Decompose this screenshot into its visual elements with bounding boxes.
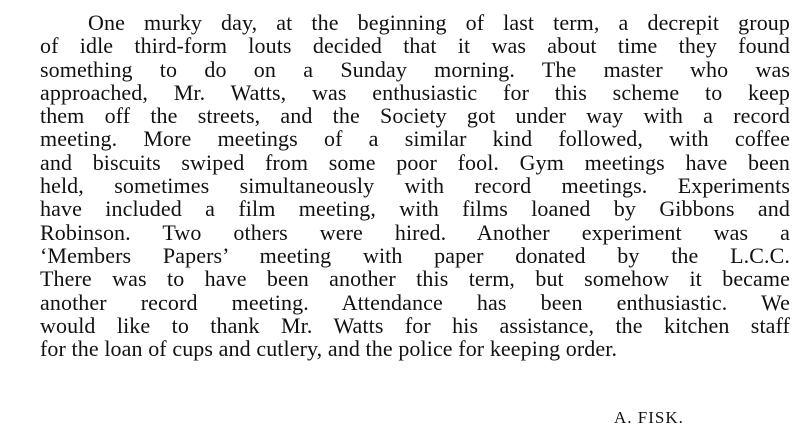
- paragraph-line: ‘Members Papers’ meeting with paper donated by the L.C.C.: [40, 242, 790, 268]
- paragraph-line: have included a film meeting, with films loaned by Gibbons and: [40, 196, 790, 222]
- paragraph-line: held, sometimes simultaneously with record meetings. Experiments: [40, 173, 790, 199]
- paragraph-line: them off the streets, and the Society got under way with a record: [40, 103, 790, 129]
- paragraph-line: meeting. More meetings of a similar kind followed, with coffee: [40, 126, 790, 152]
- paragraph-line: Robinson. Two others were hired. Another experiment was a: [40, 219, 790, 245]
- paragraph-line: There was to have been another this term, but somehow it became: [40, 266, 790, 292]
- paragraph-line: of idle third-form louts decided that it was about time they found: [40, 33, 790, 59]
- paragraph-line: would like to thank Mr. Watts for his assistance, the kitchen staff: [40, 312, 790, 338]
- paragraph-line: approached, Mr. Watts, was enthusiastic for this scheme to keep: [40, 79, 790, 105]
- author-signature: A. FISK.: [614, 408, 684, 427]
- paragraph-line: something to do on a Sunday morning. The master who was: [40, 56, 790, 82]
- paragraph-line: and biscuits swiped from some poor fool. Gym meetings have been: [40, 149, 790, 175]
- paragraph-line: One murky day, at the beginning of last term, a decrepit group: [88, 10, 790, 35]
- article-body: [40, 11, 790, 360]
- paragraph-line: for the loan of cups and cutlery, and the police for keeping order.: [40, 336, 618, 362]
- paragraph-line: another record meeting. Attendance has been enthusiastic. We: [40, 289, 790, 315]
